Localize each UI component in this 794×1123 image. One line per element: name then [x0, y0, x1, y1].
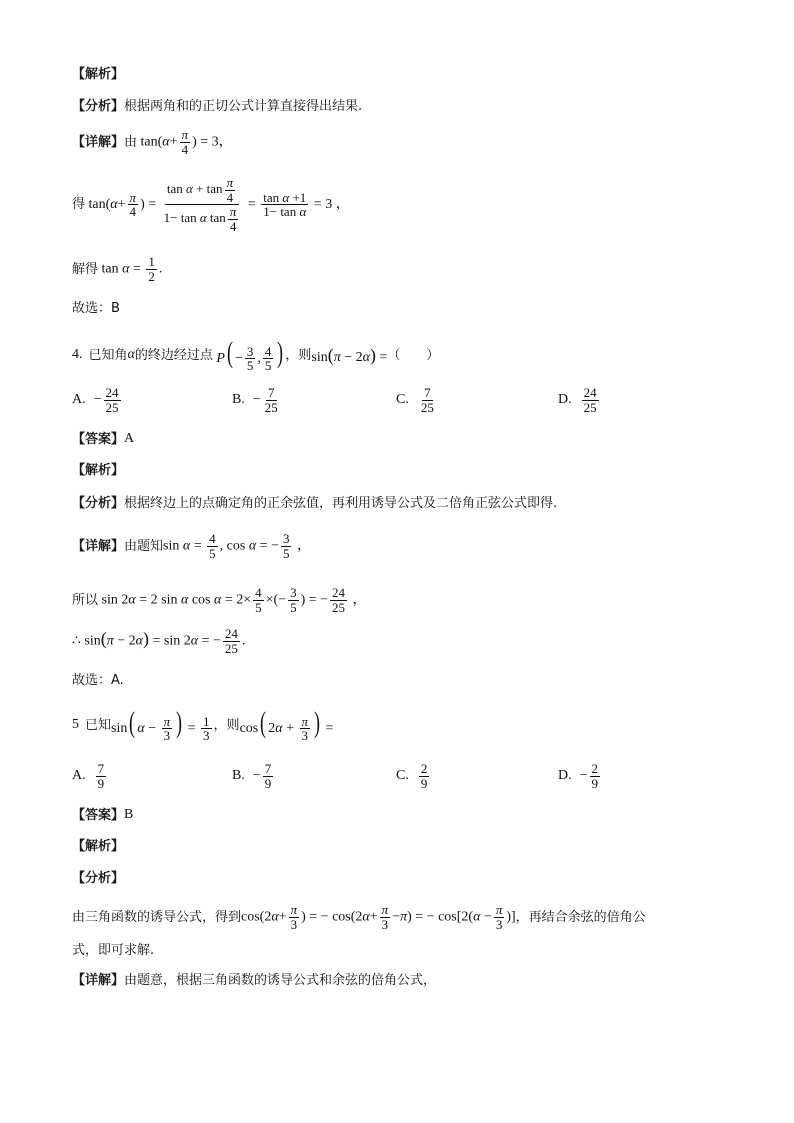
solve-label: 解得: [72, 261, 99, 277]
analysis-line-1: [72, 100, 362, 113]
q4-detail-2: [72, 586, 367, 614]
detail-line-2: [72, 176, 350, 234]
option-label: B.: [232, 768, 245, 784]
q4-option-d[interactable]: [558, 386, 601, 414]
q5-fenxi-a: 由三角函数的诱导公式，得到: [72, 909, 242, 925]
eq-tan-result: tan α = $\frac{1}{2}$ .: [98, 254, 163, 284]
answer-tag: 【答案】: [72, 807, 125, 823]
detail-tag: 【详解】: [72, 973, 125, 988]
q5-answer: B: [124, 807, 134, 822]
q4-detail-1: [72, 532, 311, 560]
option-den: 9: [591, 775, 599, 791]
option-label: B.: [232, 392, 245, 408]
question-5-number: 5: [72, 717, 79, 733]
q5-stem-b: ，则: [213, 717, 240, 733]
q4-detail-3: [72, 627, 245, 655]
option-num: 7: [268, 385, 275, 400]
q5-stem-a: 已知: [85, 717, 112, 733]
option-num: 2: [420, 761, 428, 776]
option-den: 25: [583, 399, 597, 415]
analysis-tag: 【分析】: [72, 496, 125, 511]
option-num: 7: [97, 761, 105, 776]
q5-answer-line: [72, 808, 133, 822]
answer-tag: 【答案】: [72, 431, 125, 447]
detail-tag: 【详解】: [72, 134, 125, 150]
answer-choice-2: 故选：A.: [72, 673, 124, 688]
option-sign: −: [252, 392, 261, 408]
q5-option-b[interactable]: [232, 762, 275, 790]
option-num: 7: [424, 385, 431, 400]
detail-de: 得: [72, 197, 86, 213]
jiexi-heading-2: 【解析】: [72, 463, 125, 478]
option-label: A.: [72, 768, 86, 784]
q5-option-d[interactable]: [558, 762, 602, 790]
q4-youtizhi: 由题知: [124, 538, 164, 554]
q5-analysis-tag: 【分析】: [72, 871, 125, 886]
detail-line-1: [72, 128, 233, 156]
q4-stem-b: 的终边经过点: [134, 347, 213, 363]
q5-detail: [72, 974, 436, 987]
question-4-stem: [72, 338, 439, 373]
q4-stem-a: 已知角: [88, 347, 128, 363]
q4-stem-d: （ ）: [387, 347, 440, 363]
q4-option-a[interactable]: [72, 386, 123, 414]
q4-stem-c: ，则: [285, 347, 312, 363]
option-sign: −: [252, 768, 261, 784]
detail-line-3: [72, 255, 162, 283]
eq-tan-sum: tan(α+ $\frac{\pi}{4}$ ) = 3，: [137, 127, 233, 157]
option-label: C.: [396, 768, 409, 784]
eq-sin-cos: sin α = $\frac{4}{5}$ , cos α = − $\frac{3}{5}$ ，: [163, 531, 311, 561]
option-den: 9: [97, 775, 105, 791]
detail-tag: 【详解】: [72, 538, 125, 554]
q5-fenxi-b: ，再结合余弦的倍角公: [515, 909, 646, 925]
eq-conclusion: ∴ sin(π − 2α) = sin 2α = − $\frac{24}{25}$ .: [72, 626, 246, 656]
option-den: 25: [105, 399, 119, 415]
option-label: D.: [558, 768, 572, 784]
analysis-text: 根据两角和的正切公式计算直接得出结果.: [124, 99, 363, 114]
q4-suoyi: 所以: [72, 592, 99, 608]
q4-point: P( − $\frac{3}{5}$ , $\frac{4}{5}$ ): [216, 336, 284, 374]
q5-target: cos( 2α + $\frac{\pi}{3}$ ) =: [239, 706, 334, 744]
option-label: A.: [72, 392, 86, 408]
question-4-number: 4.: [72, 347, 83, 363]
option-den: 25: [420, 399, 434, 415]
q5-analysis-line: [72, 903, 646, 931]
answer-choice-1: 故选：B: [72, 301, 120, 316]
eq-tan-expand: tan(α+ $\frac{\pi}{4}$ ) = tan α + tan $\frac{\pi}{4}$ 1− tan α tan $\frac{\pi}{4}$ = $\frac{\text{tan α +1}}{\text{1− tan α}}$ = 3 ，: [85, 175, 350, 234]
q5-option-c[interactable]: [396, 762, 431, 790]
option-sign: −: [579, 768, 588, 784]
q5-analysis-cont: 式，即可求解.: [72, 943, 155, 958]
q4-alpha: α: [127, 347, 135, 363]
q5-option-a[interactable]: [72, 762, 108, 790]
q5-detail-text: 由题意，根据三角函数的诱导公式和余弦的倍角公式，: [124, 973, 437, 988]
eq-sin2a: sin 2α = 2 sin α cos α = 2× $\frac{4}{5}$ ×(− $\frac{3}{5}$ ) = − $\frac{24}{25}$ ，: [98, 585, 367, 615]
q5-given: sin( α − $\frac{\pi}{3}$ ) = $\frac{1}{3}$: [111, 706, 210, 744]
q4-option-b[interactable]: [232, 386, 282, 414]
jiexi-heading-3: 【解析】: [72, 839, 125, 854]
option-den: 9: [420, 775, 428, 791]
detail-you: 由: [124, 134, 138, 150]
option-label: D.: [558, 392, 572, 408]
q4-answer-line: [72, 432, 134, 446]
option-num: 2: [591, 761, 599, 776]
option-label: C.: [396, 392, 409, 408]
option-den: 25: [264, 399, 278, 415]
option-den: 9: [264, 775, 272, 791]
analysis-tag: 【分析】: [72, 99, 125, 114]
eq-induction: cos(2α+ $\frac{\pi}{3}$ ) = − cos(2α+ $\frac{\pi}{3}$ −π) = − cos[2(α − $\frac{\pi}{3}$ )]: [241, 902, 516, 932]
analysis-text: 根据终边上的点确定角的正余弦值，再利用诱导公式及二倍角正弦公式即得.: [124, 496, 558, 511]
option-num: 7: [264, 761, 272, 776]
q4-answer: A: [124, 431, 135, 446]
jiexi-heading-1: 【解析】: [72, 67, 125, 82]
option-sign: −: [93, 392, 102, 408]
option-num: 24: [583, 385, 597, 400]
q4-option-c[interactable]: [396, 386, 438, 414]
q4-analysis: [72, 497, 557, 510]
question-5-stem: [72, 708, 333, 743]
q4-expr: sin(π − 2α) =: [311, 344, 388, 365]
option-num: 24: [105, 385, 119, 400]
